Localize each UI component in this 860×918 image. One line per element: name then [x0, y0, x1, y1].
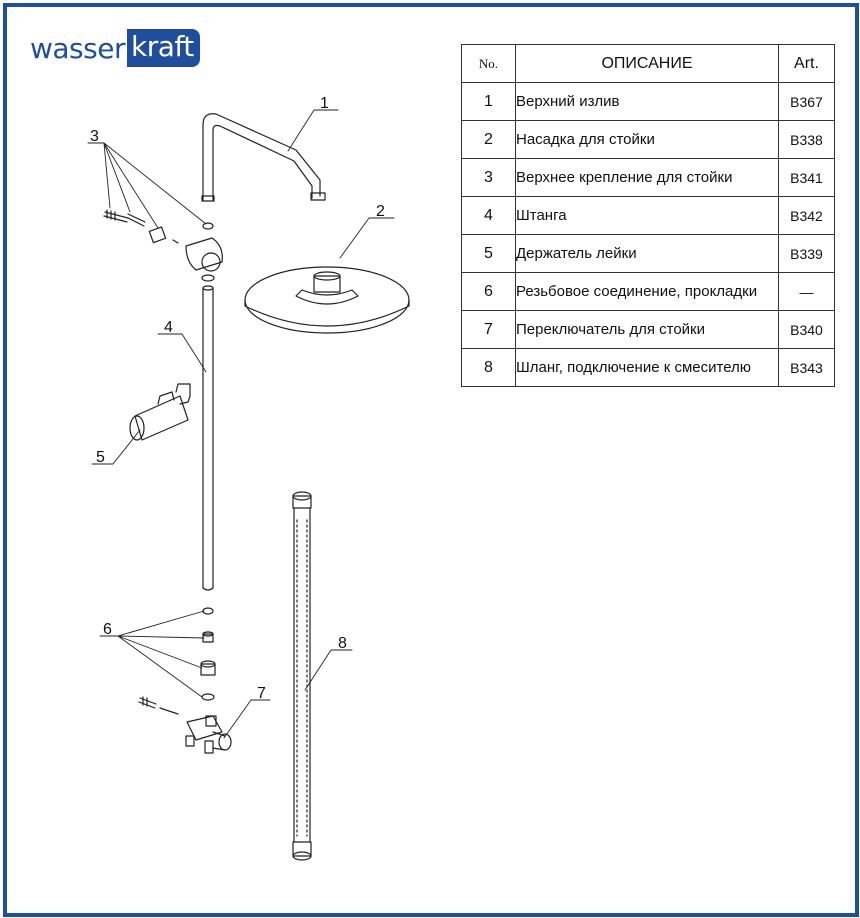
row-no: 6: [462, 273, 516, 311]
row-description: Штанга: [516, 197, 779, 235]
row-art: B341: [779, 159, 835, 197]
callout-3: 3: [90, 128, 99, 145]
row-no: 2: [462, 121, 516, 159]
row-no: 4: [462, 197, 516, 235]
row-no: 8: [462, 349, 516, 387]
row-art: B342: [779, 197, 835, 235]
row-art: B338: [779, 121, 835, 159]
row-description: Резьбовое соединение, прокладки: [516, 273, 779, 311]
part-hose: [293, 492, 311, 860]
callout-6: 6: [103, 621, 112, 638]
row-description: Держатель лейки: [516, 235, 779, 273]
leader-lines: [88, 110, 394, 738]
row-art: —: [779, 273, 835, 311]
row-art: B343: [779, 349, 835, 387]
row-no: 1: [462, 83, 516, 121]
part-shower-head: [245, 267, 409, 333]
row-no: 5: [462, 235, 516, 273]
brand-logo-part2: kraft: [127, 29, 200, 67]
row-art: B340: [779, 311, 835, 349]
callout-2: 2: [376, 203, 385, 220]
header-description: ОПИСАНИЕ: [516, 45, 779, 83]
callout-7: 7: [257, 685, 266, 702]
row-description: Верхнее крепление для стойки: [516, 159, 779, 197]
row-description: Насадка для стойки: [516, 121, 779, 159]
row-description: Верхний излив: [516, 83, 779, 121]
row-description: Шланг, подключение к смесителю: [516, 349, 779, 387]
part-rod: [203, 286, 213, 590]
callout-5: 5: [96, 449, 105, 466]
row-description: Переключатель для стойки: [516, 311, 779, 349]
row-no: 7: [462, 311, 516, 349]
callout-labels: [90, 95, 385, 702]
row-art: B339: [779, 235, 835, 273]
callout-8: 8: [338, 635, 347, 652]
part-gaskets: [201, 608, 215, 700]
row-art: B367: [779, 83, 835, 121]
part-upper-bracket: [104, 210, 222, 281]
row-no: 3: [462, 159, 516, 197]
header-art: Art.: [779, 45, 835, 83]
callout-1: 1: [320, 95, 329, 112]
callout-4: 4: [164, 319, 173, 336]
header-no: No.: [462, 45, 516, 83]
part-diverter: [139, 697, 231, 753]
brand-logo-part1: wasser: [30, 31, 125, 65]
part-upper-spout: [202, 114, 325, 201]
